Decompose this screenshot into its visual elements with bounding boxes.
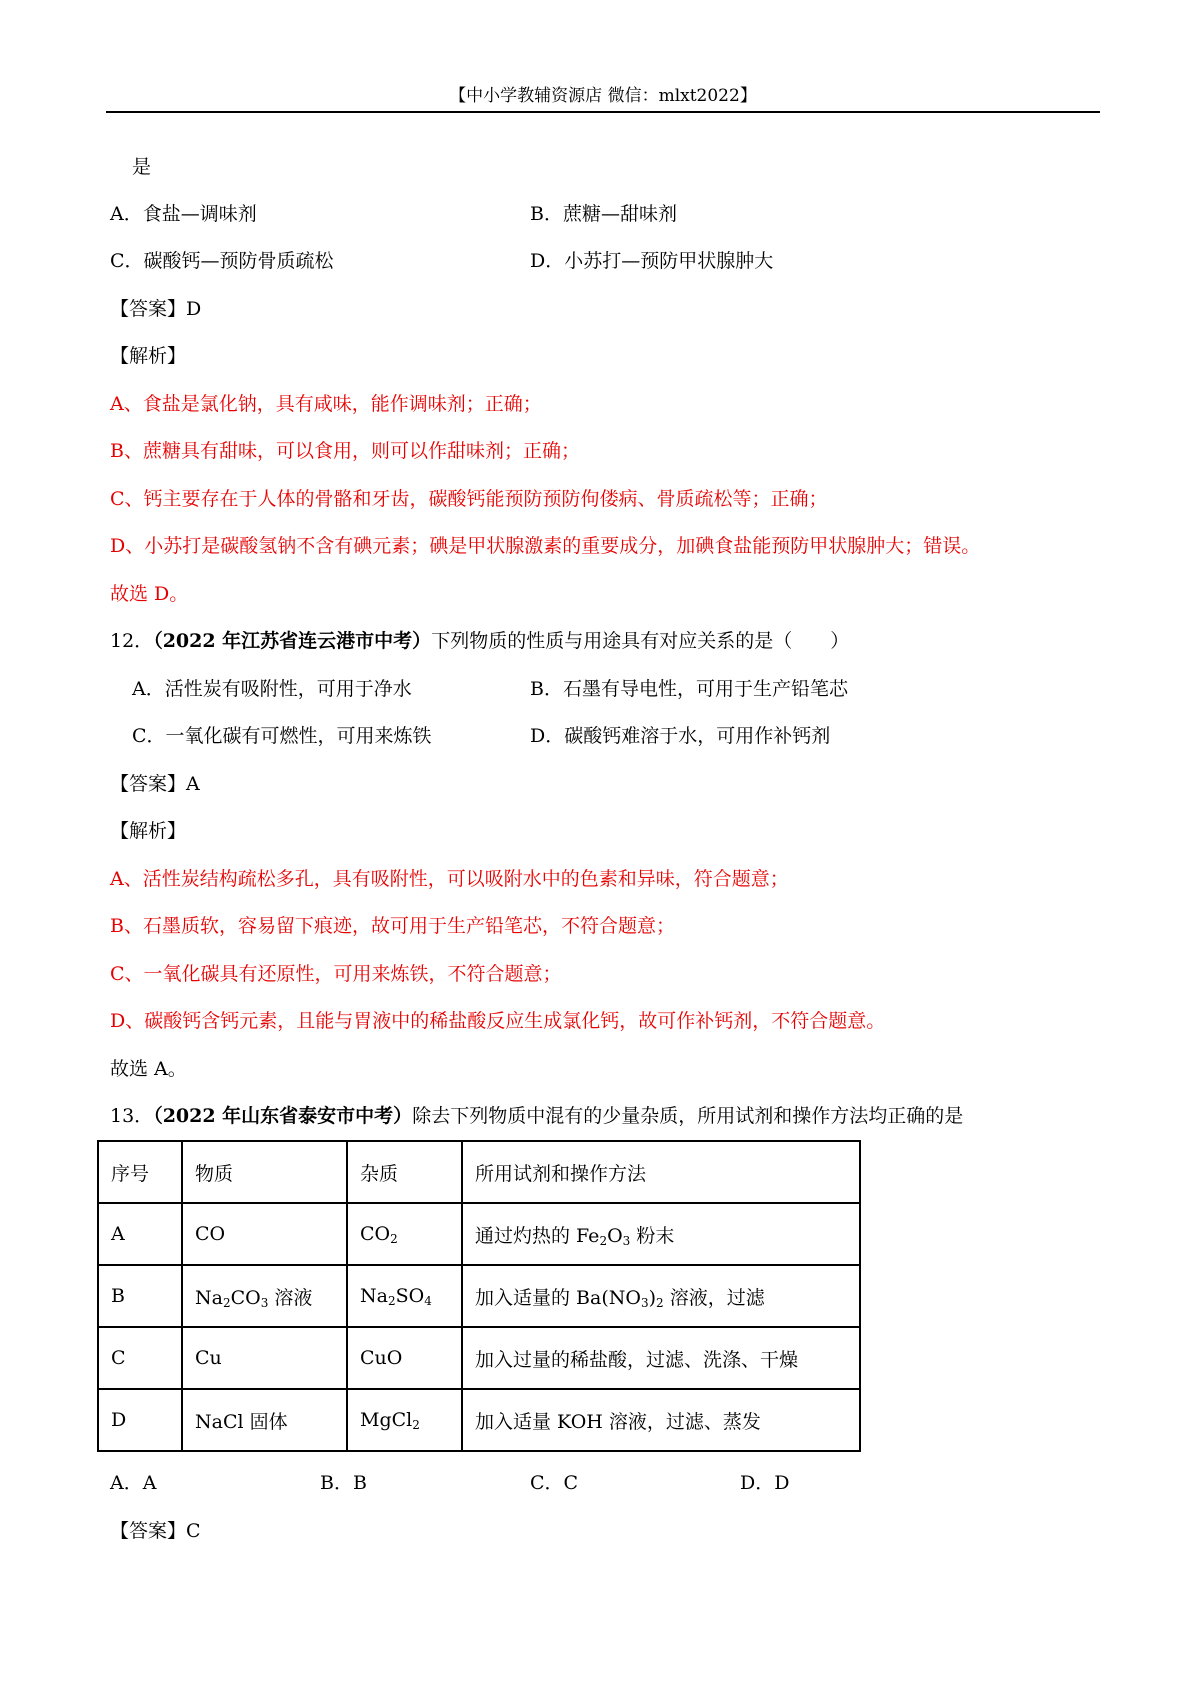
table-header-cell: 杂质 bbox=[347, 1141, 462, 1203]
page-header: 【中小学教辅资源店 微信：mlxt2022】 bbox=[449, 86, 757, 106]
header-divider bbox=[106, 111, 1100, 113]
q13-option-a: A．A bbox=[110, 1472, 157, 1494]
table-cell-id: C bbox=[98, 1327, 182, 1389]
q13-option-d: D．D bbox=[740, 1472, 790, 1494]
table-cell-substance: $Na_2CO_3$ 溶液 bbox=[182, 1265, 347, 1327]
q12-conclusion: 故选 A。 bbox=[110, 1058, 187, 1080]
q11-analysis-label: 【解析】 bbox=[110, 345, 187, 367]
q13-source: （2022 年山东省泰安市中考） bbox=[153, 1105, 413, 1127]
table-row bbox=[98, 1389, 860, 1451]
q13-answer bbox=[110, 1518, 201, 1544]
q12-analysis-label: 【解析】 bbox=[110, 820, 187, 842]
q11-analysis-line-c: C、钙主要存在于人体的骨骼和牙齿，碳酸钙能预防预防佝偻病、骨质疏松等；正确； bbox=[110, 488, 828, 510]
table-header-row bbox=[98, 1141, 860, 1203]
q12-answer-value: A bbox=[186, 773, 200, 795]
q12-option-b: B．石墨有导电性，可用于生产铅笔芯 bbox=[530, 678, 848, 700]
q12-analysis-line-a: A、活性炭结构疏松多孔，具有吸附性，可以吸附水中的色素和异味，符合题意； bbox=[110, 868, 789, 890]
q12-analysis-line-b: B、石墨质软，容易留下痕迹，故可用于生产铅笔芯，不符合题意； bbox=[110, 915, 675, 937]
q11-answer bbox=[110, 296, 201, 322]
table-cell-substance: CO bbox=[182, 1203, 347, 1265]
table-cell-impurity: $Na_2SO_4$ bbox=[347, 1265, 462, 1327]
q12-number: 12． bbox=[110, 630, 154, 652]
q12-answer bbox=[110, 771, 200, 797]
q11-option-d: D．小苏打—预防甲状腺肿大 bbox=[530, 250, 774, 272]
q13-table bbox=[97, 1140, 861, 1452]
table-cell-substance: Cu bbox=[182, 1327, 347, 1389]
q11-analysis-line-a: A、食盐是氯化钠，具有咸味，能作调味剂；正确； bbox=[110, 393, 542, 415]
q11-analysis-line-b: B、蔗糖具有甜味，可以食用，则可以作甜味剂；正确； bbox=[110, 440, 580, 462]
table-cell-substance: NaCl 固体 bbox=[182, 1389, 347, 1451]
q12-option-d: D．碳酸钙难溶于水，可用作补钙剂 bbox=[530, 725, 831, 747]
q11-answer-value: D bbox=[186, 298, 202, 320]
q13-answer-label: 【答案】 bbox=[110, 1520, 187, 1542]
q13-answer-value: C bbox=[186, 1520, 201, 1542]
q13-option-c: C．C bbox=[530, 1472, 579, 1494]
table-header-cell: 所用试剂和操作方法 bbox=[462, 1141, 860, 1203]
q11-answer-label: 【答案】 bbox=[110, 298, 187, 320]
table-cell-method: 加入适量 KOH 溶液，过滤、蒸发 bbox=[462, 1389, 860, 1451]
q12-stem bbox=[110, 628, 849, 654]
q11-conclusion: 故选 D。 bbox=[110, 583, 189, 605]
table-cell-id: B bbox=[98, 1265, 182, 1327]
q12-stem-text: 下列物质的性质与用途具有对应关系的是（ ） bbox=[431, 630, 850, 652]
q11-option-b: B．蔗糖—甜味剂 bbox=[530, 203, 677, 225]
table-cell-method: 加入过量的稀盐酸，过滤、洗涤、干燥 bbox=[462, 1327, 860, 1389]
table-cell-method: 加入适量的 $Ba(NO_3)_2$ 溶液，过滤 bbox=[462, 1265, 860, 1327]
q11-analysis-line-d: D、小苏打是碳酸氢钠不含有碘元素；碘是甲状腺激素的重要成分，加碘食盐能预防甲状腺肿大；错误。 bbox=[110, 535, 981, 557]
q11-option-c: C．碳酸钙—预防骨质疏松 bbox=[110, 250, 334, 272]
table-cell-id: A bbox=[98, 1203, 182, 1265]
table-header-cell: 序号 bbox=[98, 1141, 182, 1203]
q12-analysis-line-c: C、一氧化碳具有还原性，可用来炼铁，不符合题意； bbox=[110, 963, 562, 985]
table-row bbox=[98, 1265, 860, 1327]
q13-option-b: B．B bbox=[320, 1472, 367, 1494]
table-row bbox=[98, 1327, 860, 1389]
table-row bbox=[98, 1203, 860, 1265]
q12-option-a: A．活性炭有吸附性，可用于净水 bbox=[132, 678, 412, 700]
table-cell-method: 通过灼热的 $Fe_2O_3$ 粉末 bbox=[462, 1203, 860, 1265]
q13-stem-text: 除去下列物质中混有的少量杂质，所用试剂和操作方法均正确的是 bbox=[412, 1105, 964, 1127]
q12-analysis-line-d: D、碳酸钙含钙元素，且能与胃液中的稀盐酸反应生成氯化钙，故可作补钙剂，不符合题意。 bbox=[110, 1010, 886, 1032]
q13-number: 13． bbox=[110, 1105, 154, 1127]
q13-stem bbox=[110, 1103, 963, 1129]
q12-source: （2022 年江苏省连云港市中考） bbox=[153, 630, 432, 652]
q11-stem-tail: 是 bbox=[132, 156, 152, 178]
table-cell-id: D bbox=[98, 1389, 182, 1451]
table-cell-impurity: MgCl$_2$ bbox=[347, 1389, 462, 1451]
table-cell-impurity: CuO bbox=[347, 1327, 462, 1389]
q11-option-a: A．食盐—调味剂 bbox=[110, 203, 257, 225]
table-header-cell: 物质 bbox=[182, 1141, 347, 1203]
table-cell-impurity: $CO_2$ bbox=[347, 1203, 462, 1265]
q12-option-c: C．一氧化碳有可燃性，可用来炼铁 bbox=[132, 725, 432, 747]
q12-answer-label: 【答案】 bbox=[110, 773, 187, 795]
